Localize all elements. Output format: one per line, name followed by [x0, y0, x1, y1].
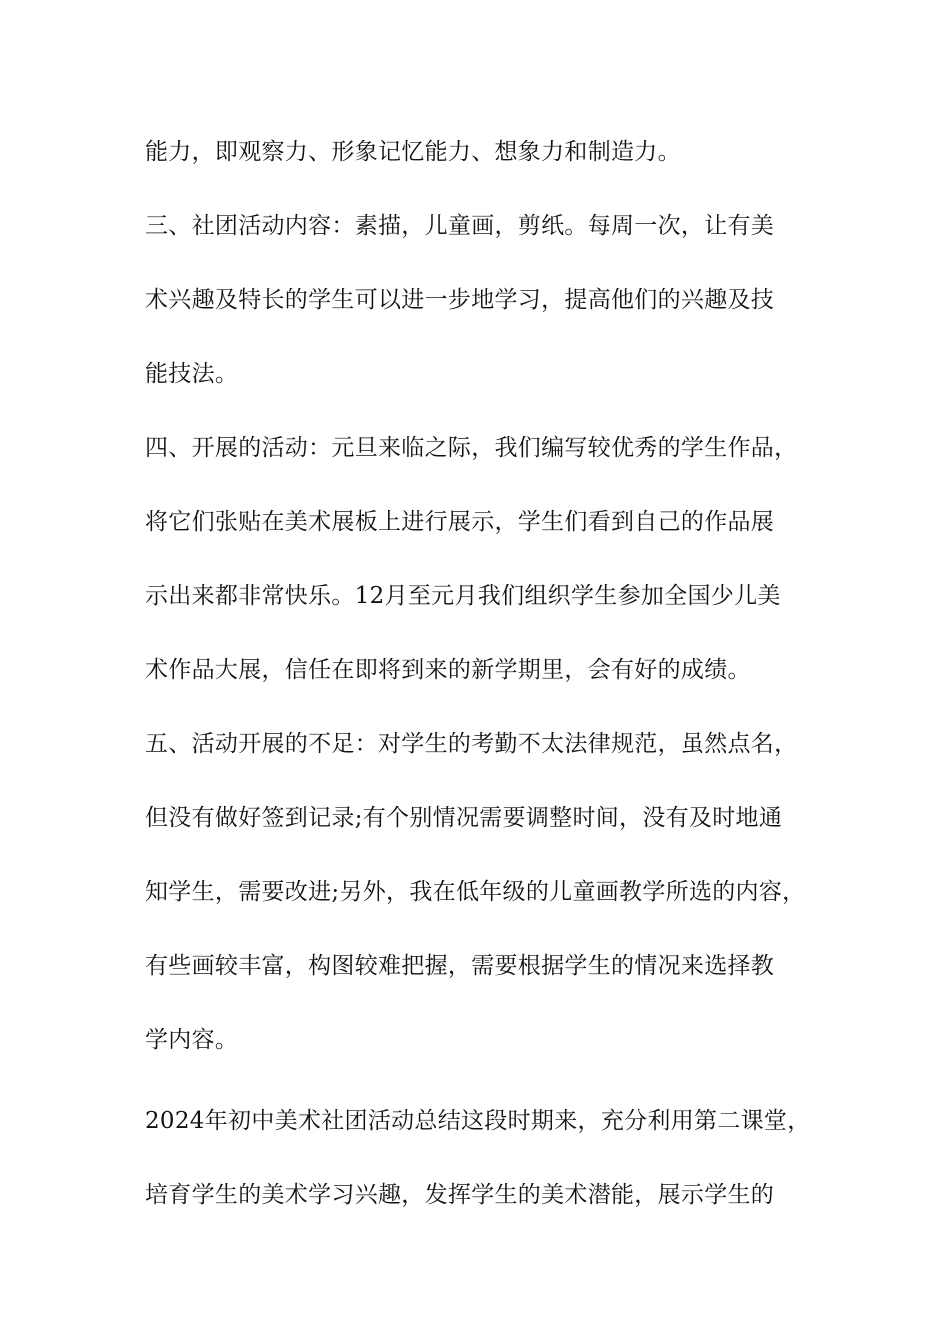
- text-line: 学内容。: [145, 1027, 239, 1053]
- text-line: 三、社团活动内容：素描，儿童画，剪纸。每周一次，让有美: [145, 213, 775, 239]
- text-line: 能技法。: [145, 361, 239, 387]
- text-line: 术作品大展，信任在即将到来的新学期里，会有好的成绩。: [145, 657, 751, 683]
- text-line: 五、活动开展的不足：对学生的考勤不太法律规范，虽然点名，: [145, 731, 798, 757]
- text-line: 培育学生的美术学习兴趣，发挥学生的美术潜能，展示学生的: [145, 1182, 775, 1208]
- text-line: 但没有做好签到记录;有个别情况需要调整时间，没有及时地通: [145, 805, 783, 831]
- text-line: 知学生，需要改进;另外，我在低年级的儿童画教学所选的内容，: [145, 879, 806, 905]
- text-line: 能力，即观察力、形象记忆能力、想象力和制造力。: [145, 139, 681, 165]
- text-line: 将它们张贴在美术展板上进行展示，学生们看到自己的作品展: [145, 509, 775, 535]
- text-line: 术兴趣及特长的学生可以进一步地学习，提高他们的兴趣及技: [145, 287, 775, 313]
- text-line: 四、开展的活动：元旦来临之际，我们编写较优秀的学生作品，: [145, 435, 798, 461]
- text-line: 2024年初中美术社团活动总结这段时期来，充分利用第二课堂，: [145, 1108, 811, 1134]
- text-line: 示出来都非常快乐。12月至元月我们组织学生参加全国少儿美: [145, 583, 781, 609]
- text-line: 有些画较丰富，构图较难把握，需要根据学生的情况来选择教: [145, 953, 775, 979]
